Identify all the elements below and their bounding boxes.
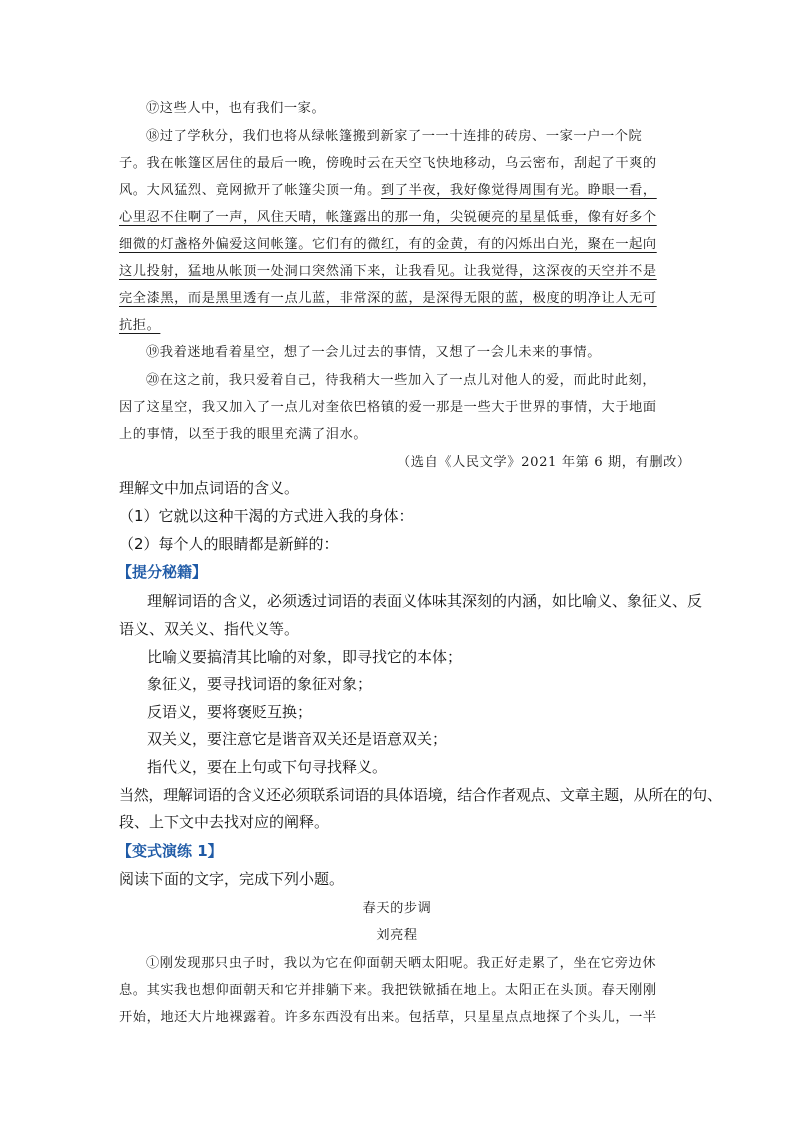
article-paragraph-1-line-1: ①刚发现那只虫子时，我以为它在仰面朝天晒太阳呢。我正好走累了，坐在它旁边休 (146, 956, 657, 971)
exercise-header: 【变式演练 1】 (117, 842, 223, 860)
tips-intro-line-1: 理解词语的含义，必须透过词语的表面义体味其深刻的内涵，如比喻义、象征义、反 (147, 592, 703, 610)
article-paragraph-1-line-3: 开始，地还大片地裸露着。许多东西没有出来。包括草，只星星点点地探了个头儿，一半 (119, 1010, 657, 1025)
paragraph-18-line-7: 完全漆黑，而是黑里透有一点儿蓝，非常深的蓝，是深得无限的蓝，极度的明净让人无可 (119, 291, 657, 306)
paragraph-18-line-5: 细微的灯盏格外偏爱这间帐篷。它们有的微红，有的金黄，有的闪烁出白光，聚在一起向 (119, 237, 657, 252)
tips-reference: 指代义，要在上句或下句寻找释义。 (147, 758, 388, 776)
tips-note-line-1: 当然，理解词语的含义还必须联系词语的具体语境，结合作者观点、文章主题，从所在的句、 (119, 786, 722, 804)
tips-pun: 双关义，要注意它是谐音双关还是语意双关； (147, 730, 448, 748)
article-author: 刘亮程 (376, 928, 418, 943)
paragraph-18-line-8: 抗拒。 (119, 318, 161, 333)
tips-symbol: 象征义，要寻找词语的象征对象； (147, 675, 373, 693)
tips-metaphor: 比喻义要搞清其比喻的对象，即寻找它的本体； (147, 648, 463, 666)
article-title: 春天的步调 (362, 901, 432, 916)
tips-header: 【提分秘籍】 (117, 563, 208, 581)
paragraph-19: ⑲我着迷地看着星空，想了一会儿过去的事情，又想了一会儿未来的事情。 (146, 345, 601, 360)
article-paragraph-1-line-2: 息。其实我也想仰面朝天和它并排躺下来。我把铁锨插在地上。太阳正在头顶。春天刚刚 (119, 983, 657, 998)
paragraph-18-line-1: ⑱过了学秋分，我们也将从绿帐篷搬到新家了一一十连排的砖房、一家一户一个院 (146, 129, 643, 144)
underlined-sentence-start: 到了半夜，我好像觉得周围有光。睁眼一看， (380, 183, 657, 198)
paragraph-18-line-6: 这儿投射，猛地从帐顶一处洞口突然涌下来，让我看见。让我觉得，这深夜的天空并不是 (119, 264, 657, 279)
exercise-instruction: 阅读下面的文字，完成下列小题。 (119, 870, 345, 888)
tips-intro-line-2: 语义、双关义、指代义等。 (119, 620, 300, 638)
paragraph-18-line-3-plain: 风。大风猛烈、竟网掀开了帐篷尖顶一角。 (119, 183, 381, 198)
question-prompt: 理解文中加点词语的含义。 (119, 479, 300, 497)
paragraph-18-line-2: 子。我在帐篷区居住的最后一晚，傍晚时云在天空飞快地移动，乌云密布，刮起了干爽的 (119, 156, 657, 171)
question-item-2: （2）每个人的眼睛都是新鲜的： (119, 535, 339, 553)
tips-note-line-2: 段、上下文中去找对应的阐释。 (119, 813, 330, 831)
paragraph-20-line-3: 上的事情，以至于我的眼里充满了泪水。 (119, 427, 368, 442)
source-citation: （选自《人民文学》2021 年第 6 期，有删改） (397, 455, 691, 470)
tips-irony: 反语义，要将褒贬互换； (147, 703, 313, 721)
paragraph-20-line-2: 因了这星空，我又加入了一点儿对奎依巴格镇的爱一那是一些大于世界的事情，大于地面 (119, 400, 657, 415)
paragraph-17: ⑰这些人中，也有我们一家。 (146, 101, 326, 116)
paragraph-18-line-3 (119, 179, 657, 198)
question-item-1: （1）它就以这种干渴的方式进入我的身体： (119, 507, 414, 525)
paragraph-20-line-1: ⑳在这之前，我只爱着自己，待我稍大一些加入了一点儿对他人的爱，而此时此刻， (146, 373, 657, 388)
paragraph-18-line-4: 心里忍不住啊了一声，风住天晴，帐篷露出的那一角，尖锐硬亮的星星低垂，像有好多个 (119, 210, 657, 225)
